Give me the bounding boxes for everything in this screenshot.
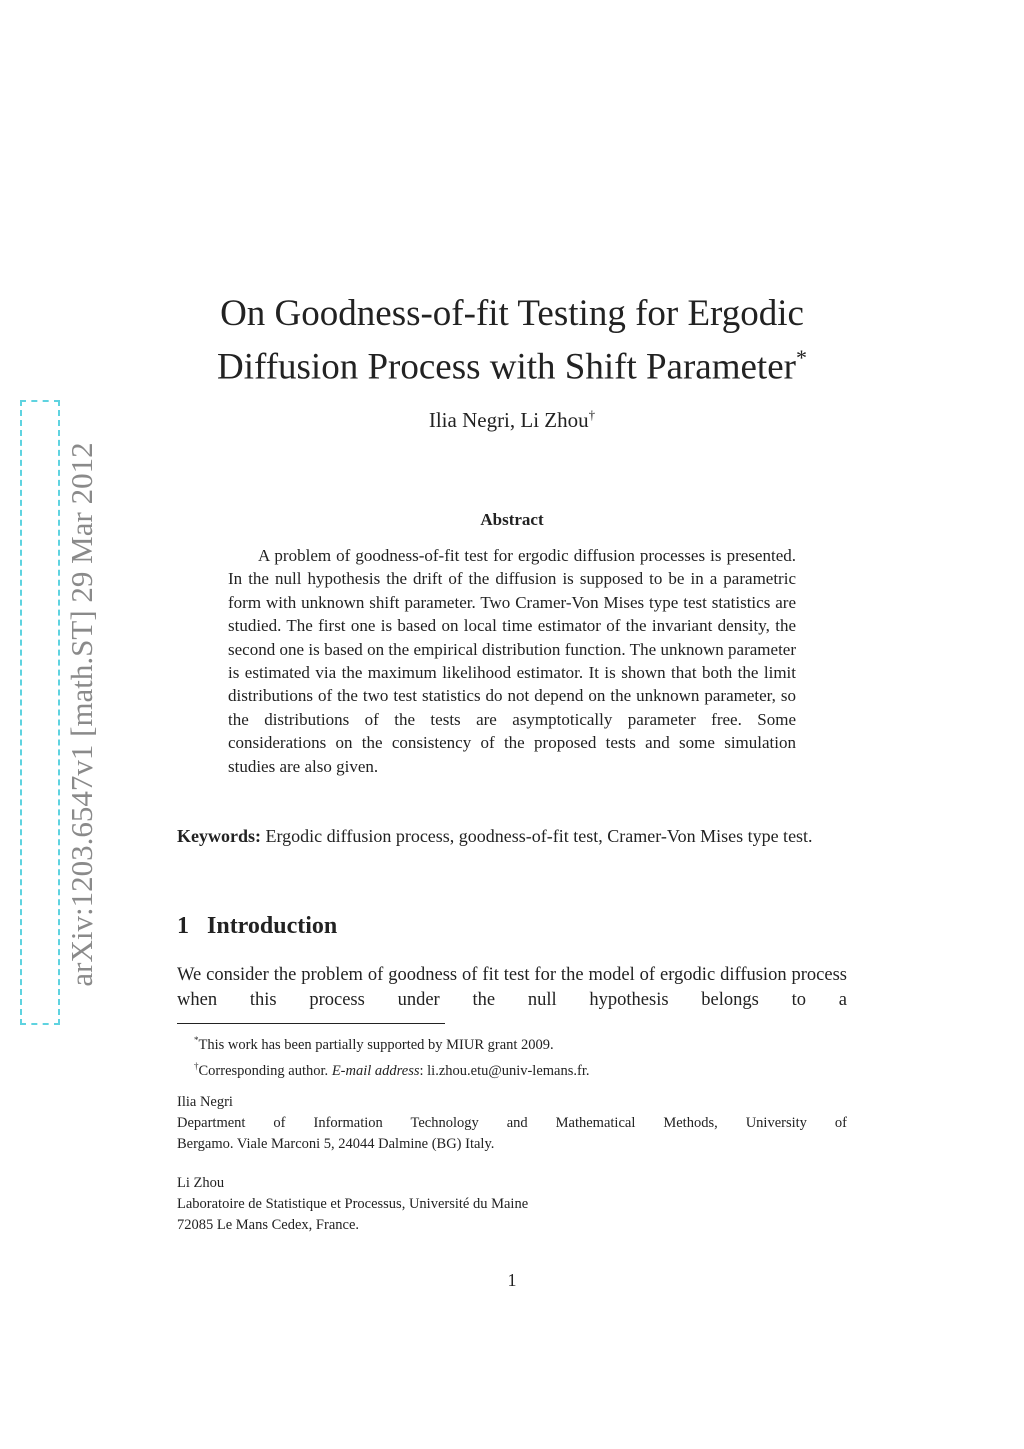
affiliation-line: Department of Information Technology and Mathematical Methods, University of — [177, 1115, 847, 1131]
section-number: 1 — [177, 913, 189, 939]
abstract-body: A problem of goodness-of-fit test for ergodic diffusion processes is presented. In the null hypothesis the drift of the diffusion is supposed to be in a parametric form with unknown shift parameter. Two Cramer-Von Mises type test statistics are studied. The first one is based on local time estimator of the invariant density, the second one is based on the empirical distribution function. The unknown parameter is estimated via the maximum likelihood estimator. It is shown that both the limit distributions of the two test statistics do not depend on the unknown parameter, so the distributions of the tests are asymptotically parameter free. Some considerations on the consistency of the proposed tests and some simulation studies are also given. — [228, 546, 796, 776]
author-names: Ilia Negri, Li Zhou — [428, 408, 589, 432]
author-footnote-mark: † — [588, 407, 596, 422]
page-number: 1 — [507, 1270, 517, 1290]
footnote-1-text: This work has been partially supported by MIUR grant 2009. — [198, 1036, 554, 1053]
affiliation-name: Ilia Negri — [177, 1094, 233, 1110]
title-line-2-text: Diffusion Process with Shift Parameter — [217, 346, 796, 388]
affiliation-zhou — [177, 1173, 847, 1236]
affiliation-line: Laboratoire de Statistique et Processus, Université du Maine — [177, 1196, 529, 1212]
footnote-2-mark: † — [194, 1060, 199, 1071]
arxiv-identifier: arXiv:1203.6547v1 [math.ST] 29 Mar 2012 — [64, 442, 99, 987]
section-title: Introduction — [207, 913, 338, 939]
title-footnote-mark: * — [795, 345, 807, 370]
paper-title — [150, 292, 874, 389]
footnote-rule — [177, 1023, 445, 1024]
title-line-2 — [150, 336, 874, 389]
arxiv-stamp — [20, 400, 99, 1025]
footnote-1 — [194, 1030, 854, 1056]
footnote-2-email-label: E-mail address — [331, 1062, 420, 1079]
section-heading — [177, 913, 337, 940]
keywords-label: Keywords: — [177, 826, 261, 846]
footnote-2-text: Corresponding author. — [198, 1062, 332, 1079]
affiliation-name: Li Zhou — [177, 1175, 225, 1191]
keywords — [177, 823, 857, 849]
affiliation-line: 72085 Le Mans Cedex, France. — [177, 1217, 360, 1233]
keywords-text: Ergodic diffusion process, goodness-of-fit test, Cramer-Von Mises type test. — [265, 826, 813, 846]
footnote-2 — [194, 1056, 854, 1082]
title-line-1: On Goodness-of-fit Testing for Ergodic — [220, 293, 804, 334]
intro-paragraph: We consider the problem of goodness of fit test for the model of ergodic diffusion process when this process under the null hypothesis belongs to a — [177, 965, 847, 1010]
author-list — [150, 407, 874, 433]
footnote-1-mark: * — [194, 1035, 199, 1045]
abstract-heading: Abstract — [480, 510, 544, 529]
footnotes — [194, 1030, 854, 1082]
affiliation-negri — [177, 1092, 847, 1155]
affiliation-line: Bergamo. Viale Marconi 5, 24044 Dalmine (BG) Italy. — [177, 1136, 495, 1152]
footnote-2-email: : li.zhou.etu@univ-lemans.fr. — [419, 1062, 590, 1079]
